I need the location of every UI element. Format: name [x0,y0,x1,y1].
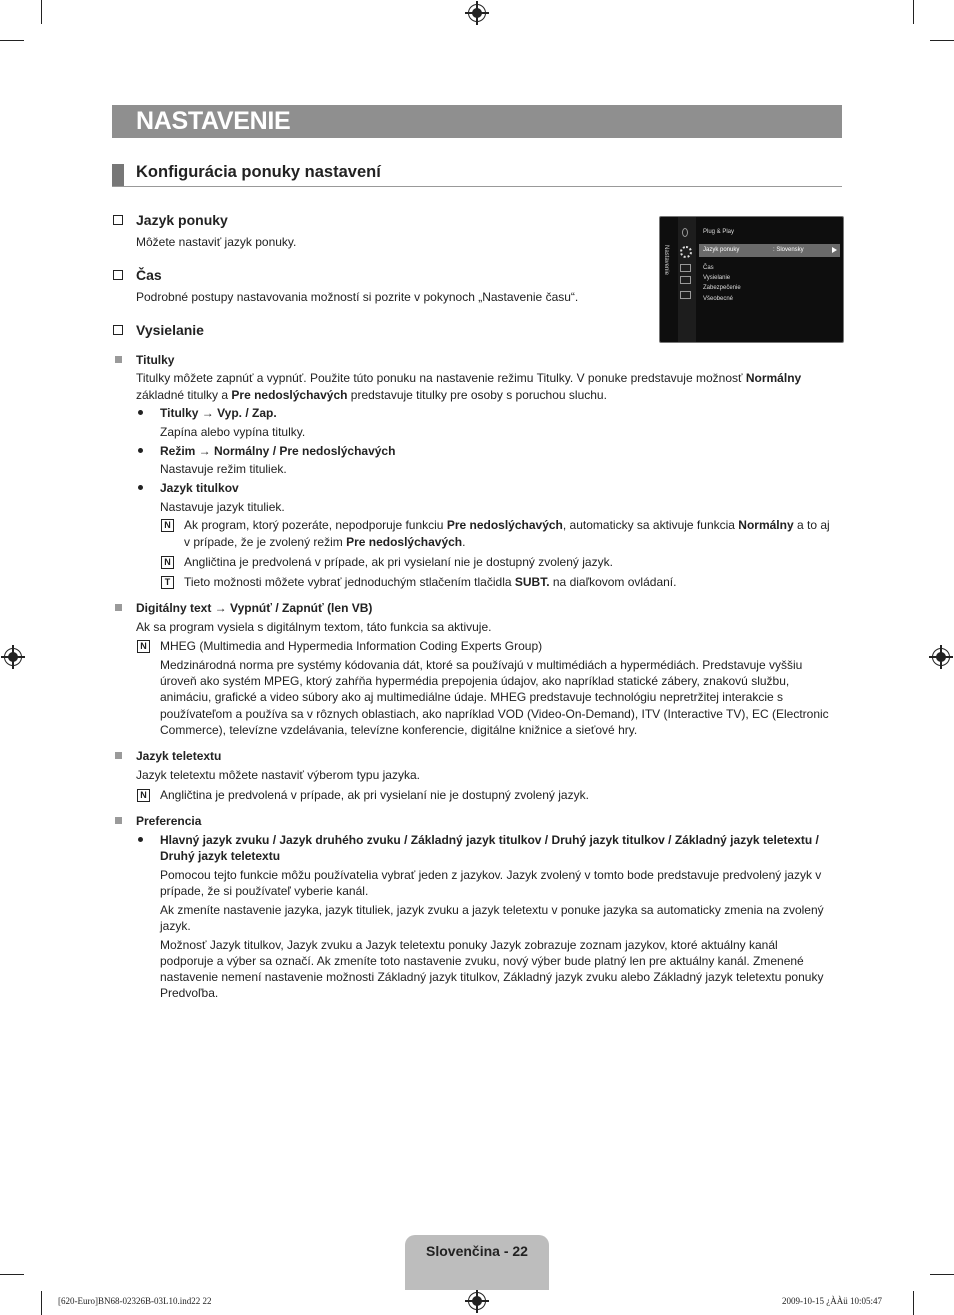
tv-menu-item: Čas [703,265,714,271]
arrow-right-icon [832,247,837,253]
note-icon: N [161,519,174,532]
heading-titulky: Titulky [136,353,175,367]
titulky-bullet2-title: Režim → Normálny / Pre nedoslýchavých [160,444,396,458]
crop-mark [0,1274,24,1275]
crop-mark [41,1291,42,1315]
digitalny-text: Ak sa program vysiela s digitálnym textom, táto funkcia sa aktivuje. [136,620,492,634]
titulky-note1-line2: v prípade, že je zvolený režim Pre nedoslýchavých. [184,535,466,549]
speaker-icon [680,264,691,272]
bullet-dot-icon [138,485,143,490]
preferencia-p1-line2: prípade, že si používateľ vyberie kanál. [160,884,369,898]
leaf-icon [682,228,688,237]
preferencia-p1-line1: Pomocou tejto funkcie môžu používatelia vybrať jeden z jazykov. Jazyk zvolený v tomto bode predstavuje predvolený jazyk v [160,868,822,882]
jazyk-ponuky-text: Môžete nastaviť jazyk ponuky. [136,235,297,249]
picture-icon [680,276,691,284]
section-title: Konfigurácia ponuky nastavení [136,163,381,181]
preferencia-bullet-line1: Hlavný jazyk zvuku / Jazyk druhého zvuku / Základný jazyk titulkov / Druhý jazyk titulkov / Základný jazyk teletextu / [160,833,819,847]
page-title-bar [112,105,842,138]
preferencia-p3-line2: podporuje a výber sa označí. Ak zmeníte toto nastavenie zvuku, nový výber bude platný len pre aktuálny kanál. Zmenené [160,954,804,968]
crop-mark [913,0,914,24]
tv-menu-item-selected: Jazyk ponuky [703,247,740,253]
crop-mark [913,1291,914,1315]
digitalny-desc-line5: Commerce), televízne vzdelávania, televízne konferencie, digitálne knižnice a sieťové hry. [160,723,638,737]
titulky-note3: Tieto možnosti môžete vybrať jednoduchým stlačením tlačidla SUBT. na diaľkovom ovládaní. [184,575,677,589]
teletext-text: Jazyk teletextu môžete nastaviť výberom typu jazyka. [136,768,420,782]
tv-menu-item: Všeobecné [703,296,734,302]
heading-vysielanie: Vysielanie [136,322,204,338]
titulky-note1-line1: Ak program, ktorý pozeráte, nepodporuje funkciu Pre nedoslýchavých, automaticky sa aktivuje funkcia Normálny a to aj [184,518,830,532]
square-bullet-icon [115,752,122,759]
digitalny-note: MHEG (Multimedia and Hypermedia Information Coding Experts Group) [160,639,543,653]
crop-mark [41,0,42,24]
page-title: NASTAVENIE [136,107,291,135]
input-icon [680,291,691,299]
digitalny-desc-line1: Medzinárodná norma pre systémy kódovania dát, ktoré sa používajú v multimédiách a hypermédiách. Predstavuje vyššiu [160,658,803,672]
titulky-paragraph-line2: základné titulky a Pre nedoslýchavých predstavuje titulky pre osoby s poruchou sluchu. [136,388,607,402]
tv-menu-selected-value: : Slovensky [773,247,804,253]
preferencia-bullet-line2: Druhý jazyk teletextu [160,849,281,863]
registration-mark-icon [932,648,950,666]
cas-text: Podrobné postupy nastavovania možností si pozrite v pokynoch „Nastavenie času“. [136,290,579,304]
crop-mark [930,40,954,41]
preferencia-p3-line3: nastavenie nemení nastavenie možnosti Základný jazyk titulkov, Základný jazyk zvuku alebo Základný jazyk teletextu ponuky [160,970,824,984]
crop-mark [0,40,24,41]
preferencia-p3-line1: Možnosť Jazyk titulkov, Jazyk zvuku a Jazyk teletextu ponuky Jazyk zobrazuje zoznam jazykov, ktoré aktuálny kanál [160,938,778,952]
gear-icon [680,246,692,258]
section-divider [112,186,842,187]
titulky-bullet1-title: Titulky → Vyp. / Zap. [160,406,277,420]
heading-jazyk-teletextu: Jazyk teletextu [136,749,222,763]
section-marker [112,164,124,186]
crop-mark [930,1274,954,1275]
file-info: [620-Euro]BN68-02326B-03L10.ind22 22 [58,1296,212,1306]
titulky-bullet3-title: Jazyk titulkov [160,481,239,495]
note-icon: N [137,640,150,653]
square-bullet-icon [115,604,122,611]
heading-preferencia: Preferencia [136,814,202,828]
tv-menu-item: Zabezpečenie [703,285,741,291]
tv-menu-item: Vysielanie [703,275,731,281]
tv-menu-item: Plug & Play [703,229,735,235]
page-number-tab [405,1235,549,1290]
heading-jazyk-ponuky: Jazyk ponuky [136,212,228,228]
digitalny-desc-line4: používateľom a používa sa v rôznych oblastiach, ako napríklad VOD (Video-On-Demand), ITV (Interactive TV), EC (Electronic [160,707,829,721]
square-bullet-icon [115,356,122,363]
heading-digitalny-text: Digitálny text → Vypnúť / Zapnúť (len VB) [136,601,373,615]
checkbox-bullet-icon [113,325,123,335]
registration-mark-icon [468,1292,486,1310]
titulky-bullet2-text: Nastavuje režim tituliek. [160,462,287,476]
digitalny-desc-line3: animáciu, grafické a video súbory ako aj multimediálne údaje. MHEG predstavuje technológiu nepretržitej interakcie s [160,690,783,704]
digitalny-desc-line2: úroveň ako systém MPEG, ktorý zahŕňa hypermédia prepojenia údajov, ako napríklad statické zábery, znakovú službu, [160,674,790,688]
tv-menu-side-label: Nastavenie [663,245,669,276]
titulky-note2: Angličtina je predvolená v prípade, ak pri vysielaní nie je dostupný zvolený jazyk. [184,555,613,569]
bullet-dot-icon [138,448,143,453]
titulky-paragraph-line1: Titulky môžete zapnúť a vypnúť. Použite túto ponuku na nastavenie režimu Titulky. V ponuke predstavuje možnosť Normálny [136,371,802,385]
preferencia-p3-line4: Predvoľba. [160,986,219,1000]
preferencia-p2-line1: Ak zmeníte nastavenie jazyka, jazyk tituliek, jazyk zvuku a jazyk teletextu v ponuke jazyka sa automaticky zmenia na zvolený [160,903,824,917]
tv-menu-screenshot [659,216,844,343]
bullet-dot-icon [138,837,143,842]
bullet-dot-icon [138,410,143,415]
square-bullet-icon [115,817,122,824]
page-number: Slovenčina - 22 [426,1243,528,1259]
note-icon: N [161,556,174,569]
preferencia-p2-line2: jazyk. [160,919,191,933]
teletext-note: Angličtina je predvolená v prípade, ak pri vysielaní nie je dostupný zvolený jazyk. [160,788,589,802]
checkbox-bullet-icon [113,270,123,280]
registration-mark-icon [4,648,22,666]
remote-button-icon: T [161,576,174,589]
registration-mark-icon [468,4,486,22]
checkbox-bullet-icon [113,215,123,225]
note-icon: N [137,789,150,802]
titulky-bullet3-text: Nastavuje jazyk tituliek. [160,500,285,514]
titulky-bullet1-text: Zapína alebo vypína titulky. [160,425,306,439]
heading-cas: Čas [136,267,162,283]
print-timestamp: 2009-10-15 ¿ÀÀü 10:05:47 [782,1296,882,1306]
